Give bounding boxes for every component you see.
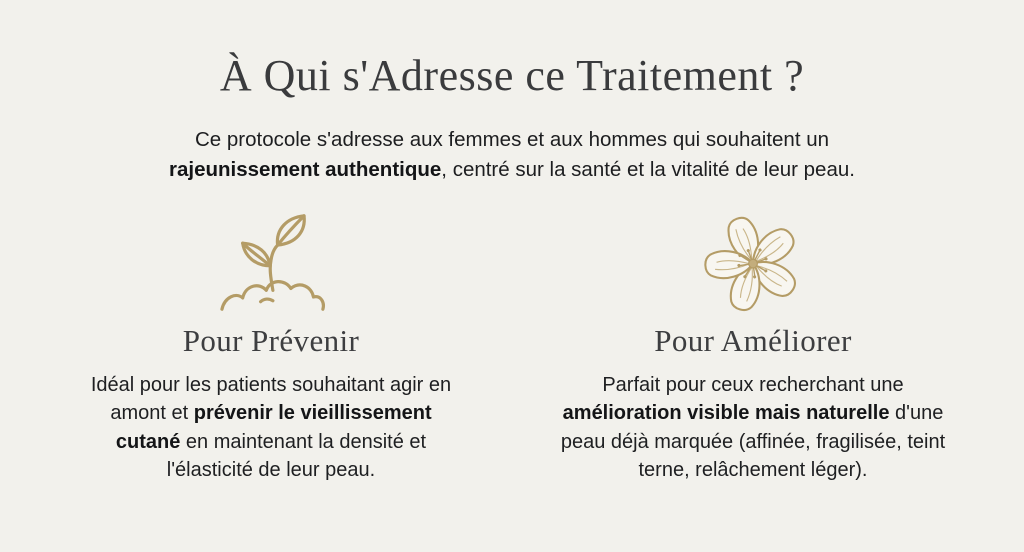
two-column-layout: [30, 211, 994, 485]
prevent-column: [30, 211, 512, 485]
intro-text-prefix: Ce protocole s'adresse aux femmes et aux hommes qui souhaitent un: [194, 128, 830, 151]
improve-text-before: Parfait pour ceux recherchant une: [602, 373, 904, 396]
prevent-text-before: Idéal pour les patients souhaitant agir en amont et: [90, 373, 452, 425]
sprout-icon: [30, 211, 512, 313]
improve-text-bold: amélioration visible mais naturelle: [562, 402, 890, 425]
flower-icon: [512, 211, 994, 313]
improve-text-after: d'une peau déjà marquée (affinée, fragilisée, teint terne, relâchement léger).: [560, 402, 946, 482]
prevent-text: [80, 371, 462, 485]
improve-text: [542, 371, 964, 485]
improve-heading: Pour Améliorer: [654, 322, 852, 358]
intro-paragraph: [157, 125, 867, 185]
improve-column: [512, 211, 994, 485]
prevent-text-bold: prévenir le vieillissement cutané: [115, 402, 432, 453]
prevent-heading: Pour Prévenir: [182, 322, 360, 358]
intro-text-suffix: , centré sur la santé et la vitalité de leur peau.: [441, 157, 855, 181]
page-title: À Qui s'Adresse ce Traitement ?: [219, 51, 805, 100]
prevent-text-after: en maintenant la densité et l'élasticité de leur peau.: [166, 430, 427, 482]
intro-text-bold: rajeunissement authentique: [169, 157, 442, 181]
